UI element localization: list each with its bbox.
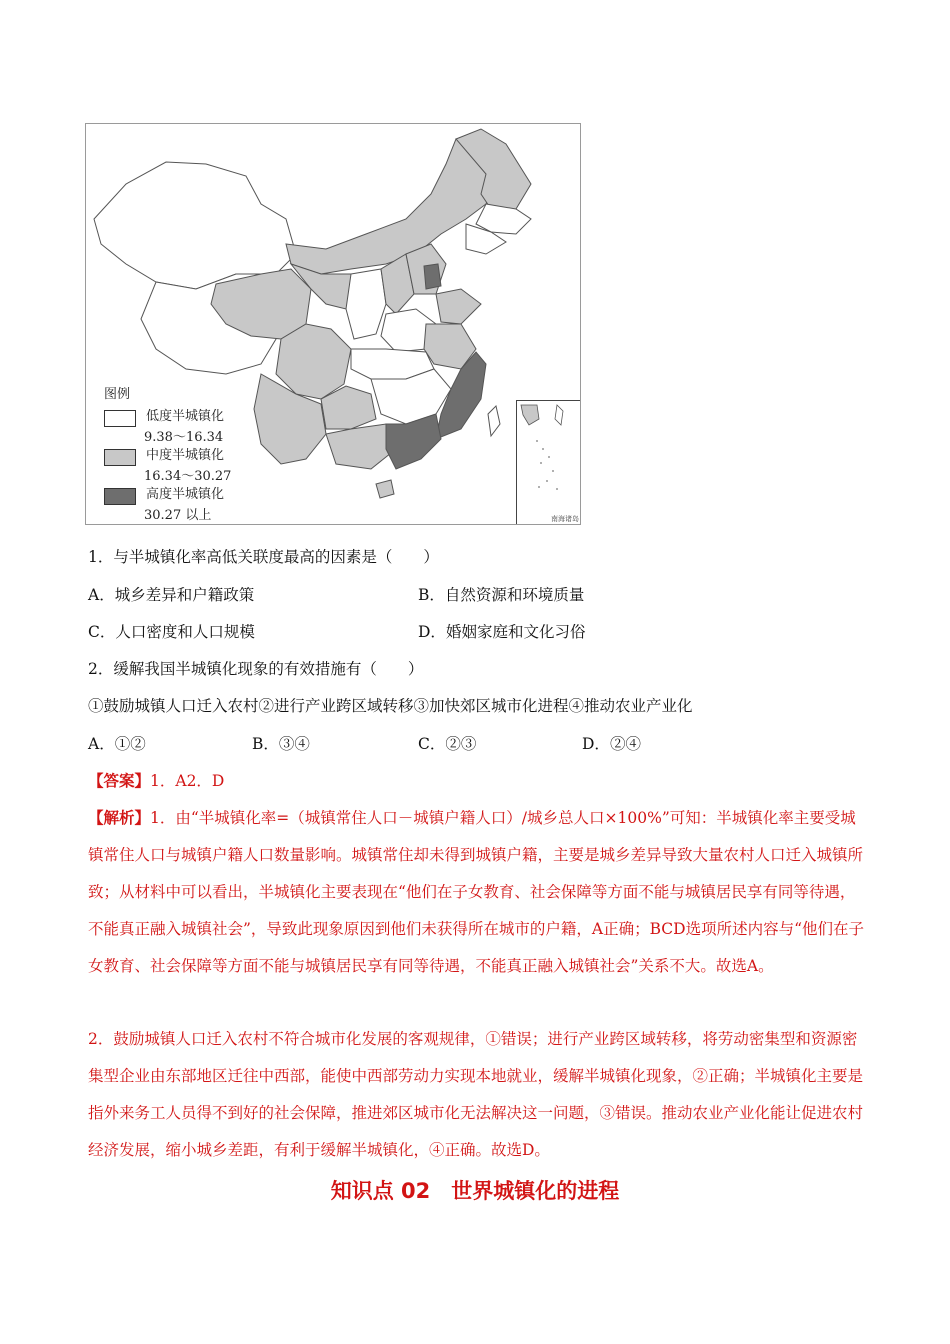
option-letter: C． (418, 735, 446, 753)
analysis-paragraph-1 (88, 799, 868, 985)
analysis-paragraph-2 (88, 1021, 868, 1169)
map-legend (104, 386, 231, 525)
analysis-text-1: 1．由“半城镇化率=（城镇常住人口－城镇户籍人口）/城乡总人口×100%”可知：半城镇化率主要受城镇常住人口与城镇户籍人口数量影响。城镇常住却未得到城镇户籍，主要是城乡差异导致大量农村人口迁入城镇所致；从材料中可以看出，半城镇化主要表现在“他们在子女教育、社会保障等方面不能与城镇居民享有同等待遇，不能真正融入城镇社会”，导致此现象原因到他们未获得所在城市的户籍，A正确；BCD选项所述内容与“他们在子女教育、社会保障等方面不能与城镇居民享有同等待遇，不能真正融入城镇社会”关系不大。故选A。 (88, 809, 865, 975)
option-text: 人口密度和人口规模 (115, 623, 255, 641)
option-text: ①② (114, 735, 146, 753)
legend-label-mid: 中度半城镇化 (146, 448, 225, 463)
option-letter: A． (88, 586, 115, 604)
region-xinjiang (94, 162, 296, 289)
option-text: 城乡差异和户籍政策 (114, 586, 255, 604)
option-text: ②④ (609, 735, 641, 753)
q2-option-b[interactable] (252, 732, 310, 754)
analysis-tag: 【解析】 (88, 808, 151, 827)
section-title: 知识点 02 世界城镇化的进程 (330, 1179, 620, 1203)
legend-range-high: 30.27 以上 (144, 508, 212, 523)
legend-item-high (104, 486, 231, 505)
legend-range-mid: 16.34～30.27 (144, 469, 232, 484)
region-beijing (424, 264, 441, 289)
legend-range-low: 9.38～16.34 (144, 430, 224, 445)
q1-stem: 1．与半城镇化率高低关联度最高的因素是（ ） (88, 548, 439, 566)
q2-stem: 2．缓解我国半城镇化现象的有效措施有（ ） (88, 660, 424, 678)
option-letter: A． (88, 735, 115, 753)
legend-item-low (104, 408, 231, 427)
q2-option-c[interactable] (418, 732, 476, 754)
region-taiwan (488, 406, 500, 436)
option-text: 自然资源和环境质量 (444, 586, 585, 604)
option-letter: D． (418, 623, 446, 641)
region-shandong (436, 289, 481, 324)
analysis-text-2: 2．鼓励城镇人口迁入农村不符合城市化发展的客观规律，①错误；进行产业跨区域转移，将劳动密集型和资源密集型企业由东部地区迁往中西部，能使中西部劳动力实现本地就业，缓解半城镇化现象，②正确；半城镇化主要是指外来务工人员得不到好的社会保障，推进郊区城市化无法解决这一问题，③错误。推动农业产业化能让促进农村经济发展，缩小城乡差距，有利于缓解半城镇化，④正确。故选D。 (88, 1030, 864, 1159)
inset-label: 南海诸岛 (551, 515, 579, 523)
q2-option-d[interactable] (582, 732, 641, 754)
answer-text: 1．A2．D (150, 772, 225, 790)
legend-title: 图例 (104, 387, 131, 402)
answer-line (88, 769, 224, 791)
region-guangdong (386, 414, 441, 469)
region-inner-mongolia (286, 139, 496, 274)
region-sichuan (276, 324, 351, 399)
option-letter: C． (88, 623, 116, 641)
legend-item-mid (104, 447, 231, 466)
legend-label-low: 低度半城镇化 (146, 409, 225, 424)
option-text: 婚姻家庭和文化习俗 (445, 623, 586, 641)
option-letter: B． (252, 735, 279, 753)
legend-swatch-high (104, 488, 136, 505)
option-text: ②③ (445, 735, 477, 753)
region-hainan (376, 480, 394, 498)
region-shaanxi (346, 269, 386, 339)
south-china-sea-inset (516, 400, 581, 525)
q1-option-d[interactable] (418, 620, 585, 642)
legend-swatch-mid (104, 449, 136, 466)
q2-items: ①鼓励城镇人口迁入农村②进行产业跨区域转移③加快郊区城市化进程④推动农业产业化 (88, 697, 693, 715)
map-figure (85, 123, 581, 525)
answer-tag: 【答案】 (88, 771, 151, 790)
option-letter: D． (582, 735, 610, 753)
option-text: ③④ (278, 735, 310, 753)
q1-option-a[interactable] (88, 583, 254, 605)
q1-option-c[interactable] (88, 620, 255, 642)
legend-swatch-low (104, 410, 136, 427)
q2-option-a[interactable] (88, 732, 146, 754)
legend-label-high: 高度半城镇化 (146, 487, 225, 502)
option-letter: B． (418, 586, 445, 604)
inset-map (517, 401, 581, 511)
q1-option-b[interactable] (418, 583, 584, 605)
